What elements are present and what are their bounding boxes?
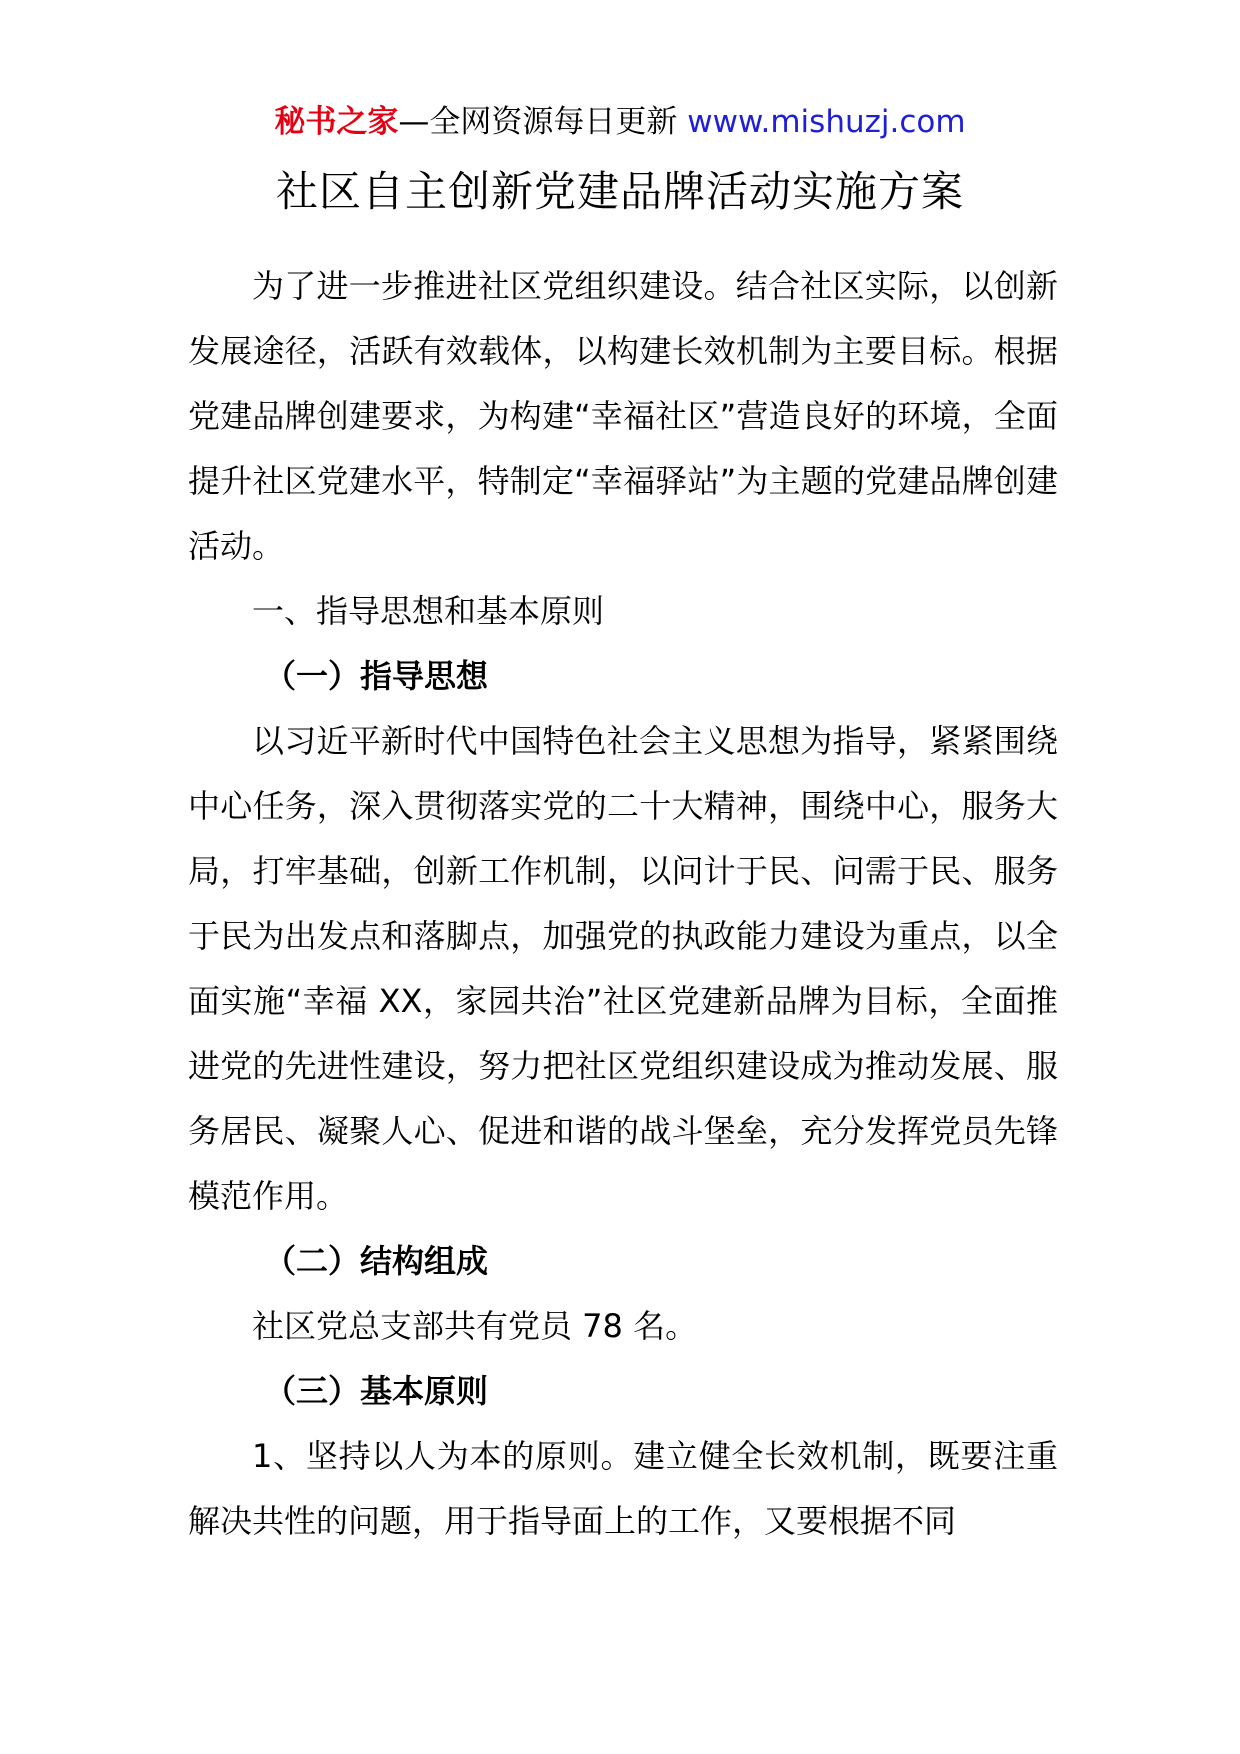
document-title: 社区自主创新党建品牌活动实施方案 [275,167,964,216]
site-tagline: —全网资源每日更新 [398,104,688,140]
site-url-link[interactable]: www.mishuzj.com [687,104,966,140]
document-body [188,254,1058,1554]
intro-paragraph: 为了进一步推进社区党组织建设。结合社区实际，以创新发展途径，活跃有效载体，以构建长效机制为主要目标。根据党建品牌创建要求，为构建“幸福社区”营造良好的环境，全面提升社区党建水平，特制定“幸福驿站”为主题的党建品牌创建活动。 [188,267,1058,565]
subsection-3-paragraph: 1、坚持以人为本的原则。建立健全长效机制，既要注重解决共性的问题，用于指导面上的工作，又要根据不同 [188,1437,1058,1540]
site-brand: 秘书之家 [274,104,399,140]
subsection-1-paragraph: 以习近平新时代中国特色社会主义思想为指导，紧紧围绕中心任务，深入贯彻落实党的二十大精神，围绕中心，服务大局，打牢基础，创新工作机制，以问计于民、问需于民、服务于民为出发点和落脚点，加强党的执政能力建设为重点，以全面实施“幸福 XX，家园共治”社区党建新品牌为目标，全面推进党的先进性建设，努力把社区党组织建设成为推动发展、服务居民、凝聚人心、促进和谐的战斗堡垒，充分发挥党员先锋模范作用。 [188,722,1058,1215]
subsection-3-heading: （三）基本原则 [264,1372,489,1410]
site-header [0,100,1240,144]
subsection-1-heading: （一）指导思想 [264,657,489,695]
subsection-2-paragraph: 社区党总支部共有党员 78 名。 [252,1307,698,1345]
section-1-heading: 一、指导思想和基本原则 [252,592,605,630]
subsection-2-heading: （二）结构组成 [264,1242,489,1280]
